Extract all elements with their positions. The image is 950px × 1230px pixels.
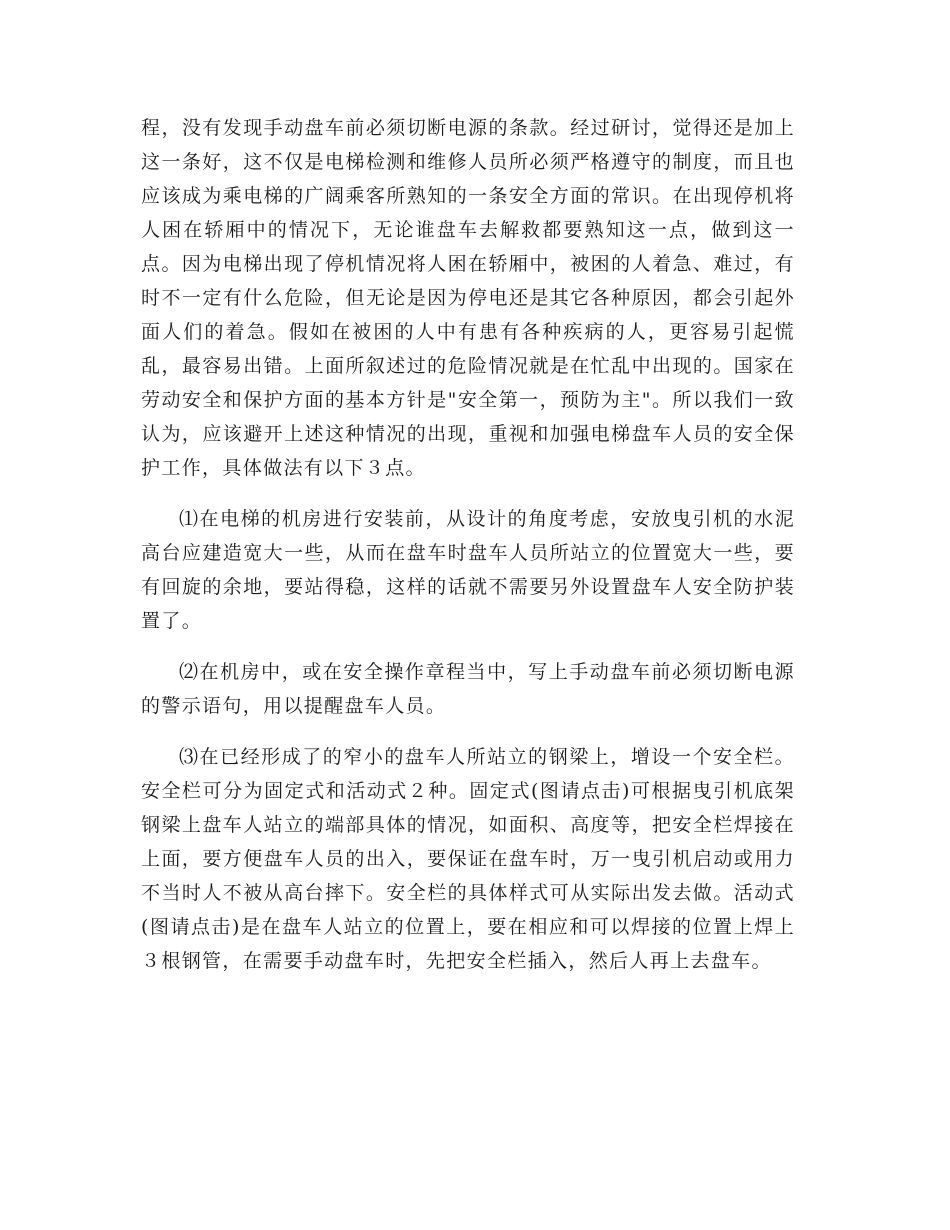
paragraph-item-2: ⑵在机房中，或在安全操作章程当中，写上手动盘车前必须切断电源的警示语句，用以提醒盘车人员。 bbox=[141, 661, 795, 717]
paragraph-item-3: ⑶在已经形成了的窄小的盘车人所站立的钢梁上，增设一个安全栏。安全栏可分为固定式和活动式２种。固定式(图请点击)可根据曳引机底架钢梁上盘车人站立的端部具体的情况，如面积、高度等，把安全栏焊接在上面，要方便盘车人员的出入，要保证在盘车时，万一曳引机启动或用力不当时人不被从高台摔下。安全栏的具体样式可从实际出发去做。活动式(图请点击)是在盘车人站立的位置上，要在相应和可以焊接的位置上焊上３根钢管，在需要手动盘车时，先把安全栏插入，然后人再上去盘车。 bbox=[141, 746, 795, 972]
document-body bbox=[141, 111, 795, 995]
paragraph-item-1: ⑴在电梯的机房进行安装前，从设计的角度考虑，安放曳引机的水泥高台应建造宽大一些，从而在盘车时盘车人员所站立的位置宽大一些，要有回旋的余地，要站得稳，这样的话就不需要另外设置盘车人安全防护装置了。 bbox=[141, 508, 795, 632]
paragraph-intro: 程，没有发现手动盘车前必须切断电源的条款。经过研讨，觉得还是加上这一条好，这不仅是电梯检测和维修人员所必须严格遵守的制度，而且也应该成为乘电梯的广阔乘客所熟知的一条安全方面的常识。在出现停机将人困在轿厢中的情况下，无论谁盘车去解救都要熟知这一点，做到这一点。因为电梯出现了停机情况将人困在轿厢中，被困的人着急、难过，有时不一定有什么危险，但无论是因为停电还是其它各种原因，都会引起外面人们的着急。假如在被困的人中有患有各种疾病的人，更容易引起慌乱，最容易出错。上面所叙述过的危险情况就是在忙乱中出现的。国家在劳动安全和保护方面的基本方针是"安全第一，预防为主"。所以我们一致认为，应该避开上述这种情况的出现，重视和加强电梯盘车人员的安全保护工作，具体做法有以下３点。 bbox=[141, 117, 795, 479]
